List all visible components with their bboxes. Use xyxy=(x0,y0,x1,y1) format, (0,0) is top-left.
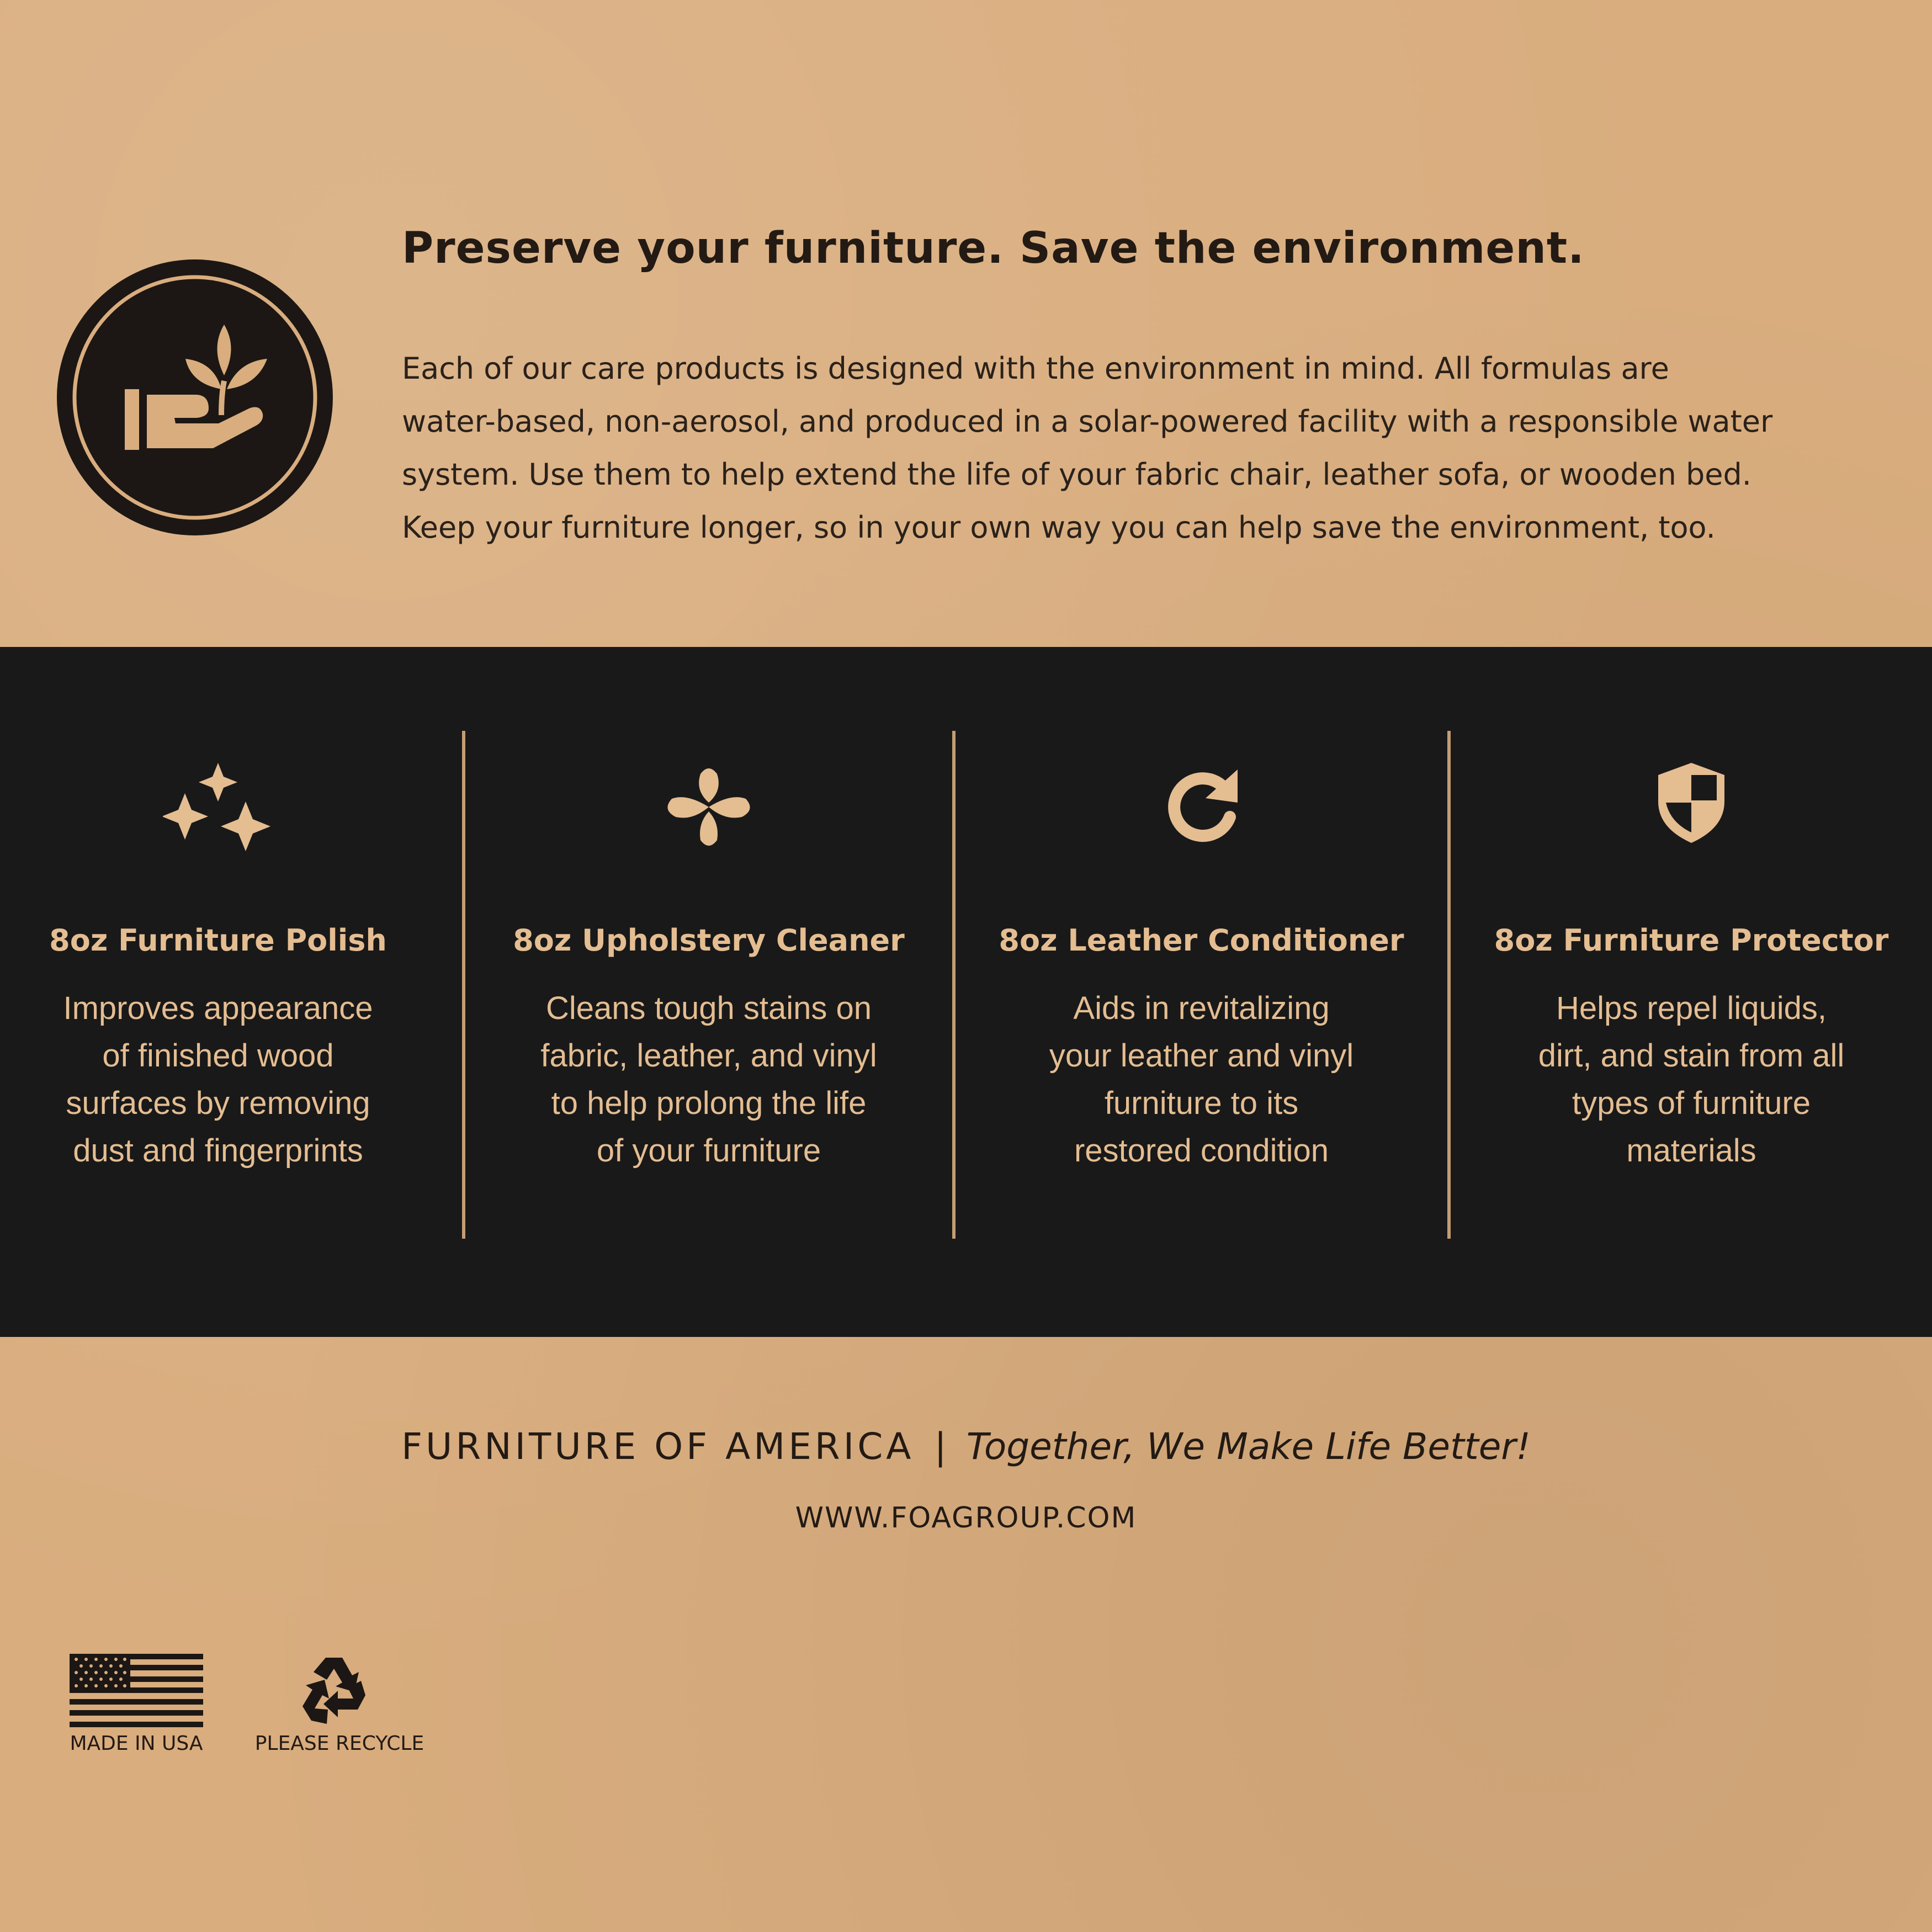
four-petal-flower-icon xyxy=(662,763,756,851)
description-line: dust and fingerprints xyxy=(73,1133,363,1169)
product-card-furniture-polish xyxy=(0,647,436,1337)
please-recycle-label: PLEASE RECYCLE xyxy=(254,1732,424,1755)
description-line: of finished wood xyxy=(102,1038,334,1074)
brand-name: FURNITURE OF AMERICA xyxy=(401,1425,915,1468)
sparkles-icon xyxy=(163,763,273,857)
intro-line: system. Use them to help extend the life of your fabric chair, leather sofa, or wooden bed. xyxy=(402,457,1751,492)
intro-line: water-based, non-aerosol, and produced in a solar-powered facility with a responsible water xyxy=(402,404,1773,439)
product-card-upholstery-cleaner xyxy=(465,647,952,1337)
product-name: 8oz Leather Conditioner xyxy=(999,923,1404,958)
brand-tagline: Together, We Make Life Better! xyxy=(966,1425,1531,1468)
description-line: Improves appearance xyxy=(63,990,373,1026)
made-in-usa-label: MADE IN USA xyxy=(70,1732,203,1755)
product-name: 8oz Upholstery Cleaner xyxy=(513,923,905,958)
product-name: 8oz Furniture Polish xyxy=(49,923,387,958)
description-line: Helps repel liquids, xyxy=(1556,990,1827,1026)
product-name: 8oz Furniture Protector xyxy=(1494,923,1889,958)
description-line: furniture to its xyxy=(1104,1085,1299,1121)
page-title: Preserve your furniture. Save the environment. xyxy=(402,224,1585,273)
product-card-leather-conditioner xyxy=(956,647,1447,1337)
product-description xyxy=(1049,985,1354,1175)
intro-line: Keep your furniture longer, so in your own way you can help save the environment, too. xyxy=(402,510,1716,545)
product-description xyxy=(63,985,373,1175)
us-flag-icon xyxy=(70,1654,203,1727)
brand-separator: | xyxy=(934,1425,947,1468)
description-line: types of furniture xyxy=(1572,1085,1811,1121)
description-line: fabric, leather, and vinyl xyxy=(540,1038,877,1074)
description-line: of your furniture xyxy=(596,1133,821,1169)
website-link[interactable]: WWW.FOAGROUP.COM xyxy=(795,1501,1137,1535)
description-line: your leather and vinyl xyxy=(1049,1038,1354,1074)
intro-paragraph xyxy=(402,342,1898,554)
hand-with-plant-icon xyxy=(53,259,337,535)
brand-line xyxy=(0,1425,1932,1468)
recycle-icon xyxy=(293,1648,375,1731)
product-card-furniture-protector xyxy=(1451,647,1932,1337)
description-line: restored condition xyxy=(1074,1133,1329,1169)
description-line: surfaces by removing xyxy=(66,1085,370,1121)
intro-line: Each of our care products is designed with the environment in mind. All formulas are xyxy=(402,351,1669,386)
refresh-arrow-icon xyxy=(1160,763,1243,846)
shield-icon xyxy=(1658,763,1724,843)
product-band xyxy=(0,647,1932,1337)
description-line: materials xyxy=(1626,1133,1756,1169)
description-line: to help prolong the life xyxy=(551,1085,867,1121)
description-line: dirt, and stain from all xyxy=(1538,1038,1845,1074)
description-line: Aids in revitalizing xyxy=(1073,990,1330,1026)
description-line: Cleans tough stains on xyxy=(545,990,872,1026)
product-description xyxy=(1538,985,1844,1175)
product-description xyxy=(540,985,877,1175)
